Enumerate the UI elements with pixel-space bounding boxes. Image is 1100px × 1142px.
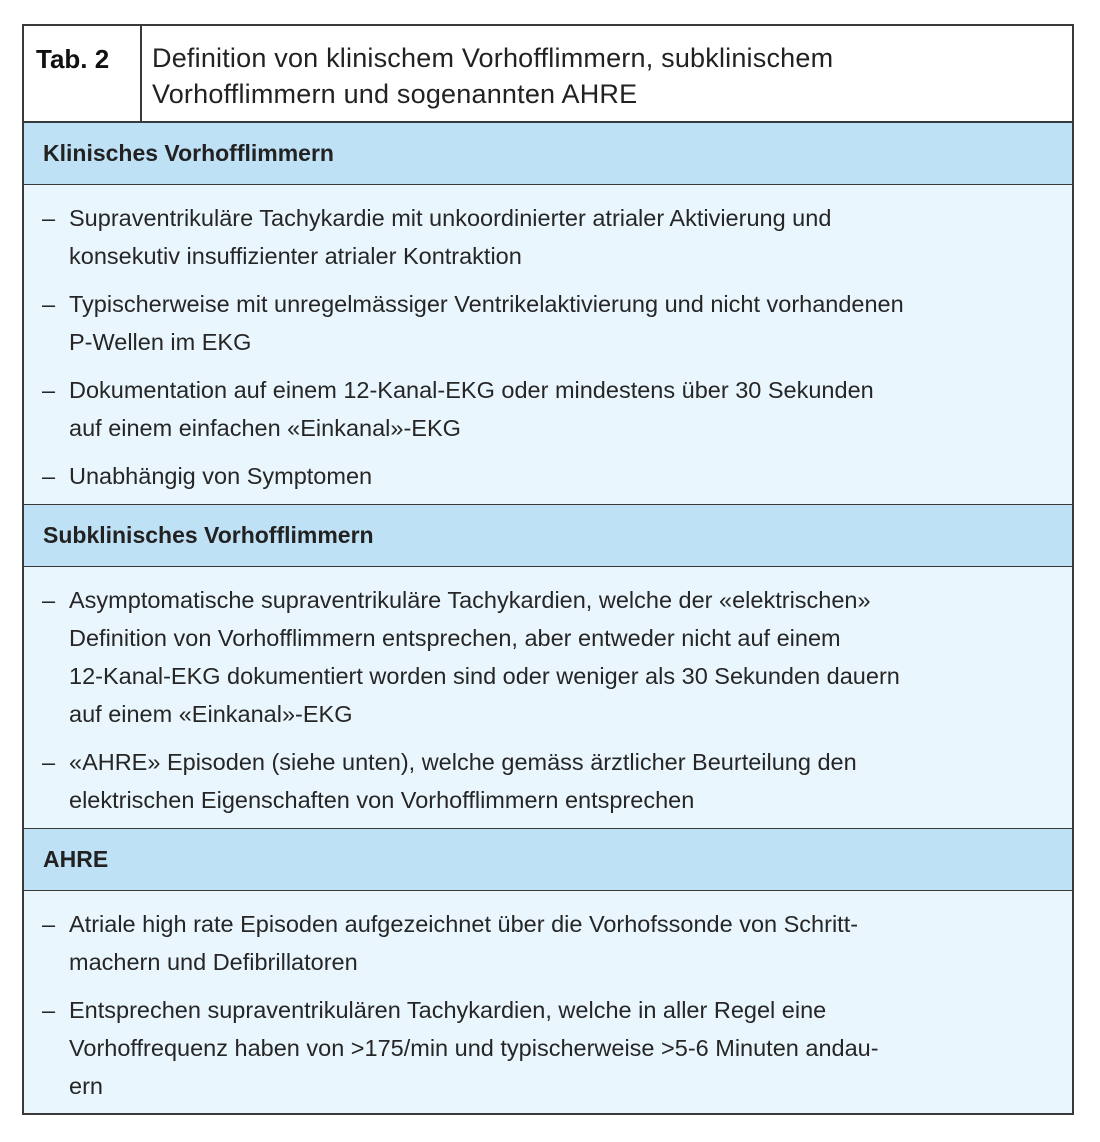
section-heading: Klinisches Vorhofflimmern	[24, 123, 1072, 185]
table-title-row	[24, 26, 1072, 123]
dash-bullet: –	[42, 911, 56, 937]
list-item-text	[69, 581, 1052, 733]
list-item-text	[69, 905, 1052, 981]
definition-table	[22, 24, 1074, 1115]
list-item-line: Entsprechen supraventrikulären Tachykardien, welche in aller Regel eine	[69, 997, 827, 1023]
table-title-line: Definition von klinischem Vorhofflimmern, subklinischem	[152, 43, 834, 73]
list-item-line: konsekutiv insuffizienter atrialer Kontraktion	[69, 243, 522, 269]
dash-bullet: –	[42, 997, 56, 1023]
list-item	[40, 991, 1052, 1105]
list-item-text	[69, 199, 1052, 275]
list-item-line: auf einem einfachen «Einkanal»-EKG	[69, 415, 461, 441]
dash-bullet: –	[42, 377, 56, 403]
list-item-text	[69, 457, 1052, 495]
list-item	[40, 371, 1052, 447]
section-body	[24, 891, 1072, 1113]
list-item	[40, 905, 1052, 981]
list-item	[40, 199, 1052, 275]
table-label: Tab. 2	[24, 26, 142, 121]
list-item-line: Atriale high rate Episoden aufgezeichnet über die Vorhofssonde von Schritt-	[69, 911, 859, 937]
list-item-line: P-Wellen im EKG	[69, 329, 252, 355]
list-item-line: 12-Kanal-EKG dokumentiert worden sind oder weniger als 30 Sekunden dauern	[69, 663, 900, 689]
list-item-text	[69, 991, 1052, 1105]
section-body	[24, 185, 1072, 505]
list-item-line: «AHRE» Episoden (siehe unten), welche gemäss ärztlicher Beurteilung den	[69, 749, 857, 775]
list-item-line: Typischerweise mit unregelmässiger Ventrikelaktivierung und nicht vorhandenen	[69, 291, 904, 317]
list-item-line: Supraventrikuläre Tachykardie mit unkoordinierter atrialer Aktivierung und	[69, 205, 832, 231]
list-item-line: ern	[69, 1073, 103, 1099]
list-item-line: Vorhoffrequenz haben von >175/min und typischerweise >5-6 Minuten andau-	[69, 1035, 879, 1061]
list-item-text	[69, 371, 1052, 447]
list-item-line: auf einem «Einkanal»-EKG	[69, 701, 353, 727]
dash-bullet: –	[42, 587, 56, 613]
dash-bullet: –	[42, 205, 56, 231]
list-item	[40, 743, 1052, 819]
list-item-line: Unabhängig von Symptomen	[69, 463, 373, 489]
section-body	[24, 567, 1072, 829]
list-item-line: Asymptomatische supraventrikuläre Tachykardien, welche der «elektrischen»	[69, 587, 871, 613]
section-heading: Subklinisches Vorhofflimmern	[24, 505, 1072, 567]
list-item-line: elektrischen Eigenschaften von Vorhofflimmern entsprechen	[69, 787, 695, 813]
list-item-text	[69, 743, 1052, 819]
dash-bullet: –	[42, 463, 56, 489]
table-title-line: Vorhofflimmern und sogenannten AHRE	[152, 79, 638, 109]
list-item-line: machern und Defibrillatoren	[69, 949, 358, 975]
table-title	[142, 26, 1072, 121]
list-item	[40, 581, 1052, 733]
section-heading: AHRE	[24, 829, 1072, 891]
list-item-line: Definition von Vorhofflimmern entsprechen, aber entweder nicht auf einem	[69, 625, 841, 651]
list-item	[40, 285, 1052, 361]
dash-bullet: –	[42, 749, 56, 775]
table-sections	[24, 123, 1072, 1113]
list-item	[40, 457, 1052, 495]
dash-bullet: –	[42, 291, 56, 317]
list-item-text	[69, 285, 1052, 361]
list-item-line: Dokumentation auf einem 12-Kanal-EKG oder mindestens über 30 Sekunden	[69, 377, 874, 403]
